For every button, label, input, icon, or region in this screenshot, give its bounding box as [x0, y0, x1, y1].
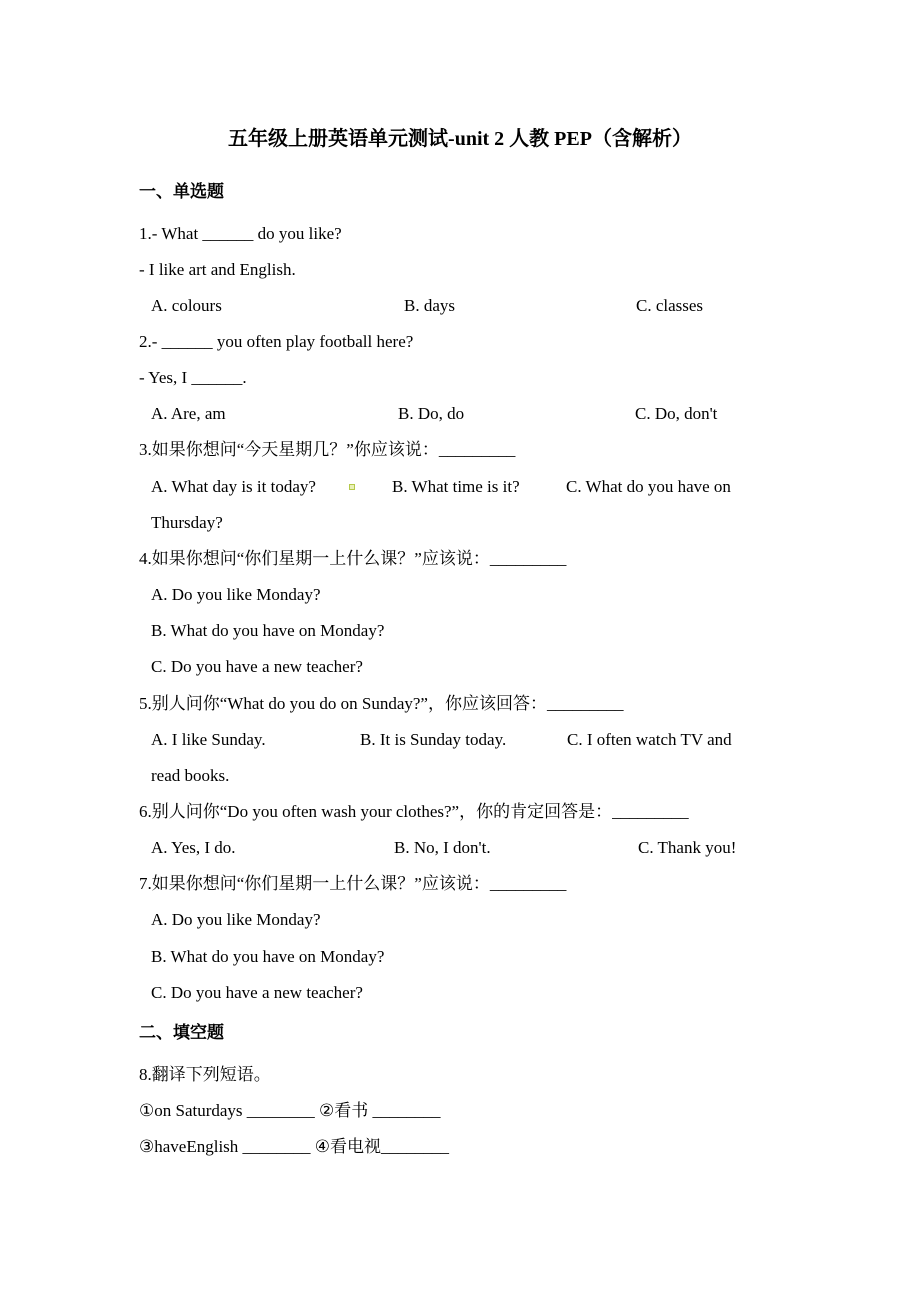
- question-8-row-1: ①on Saturdays ________ ②看书 ________: [139, 1101, 441, 1120]
- question-5-stem: 5.别人问你“What do you do on Sunday?”，你应该回答：_________: [139, 694, 624, 713]
- question-3-option-c: C. What do you have on: [566, 477, 731, 496]
- question-4-option-c: C. Do you have a new teacher?: [151, 657, 363, 676]
- question-7-stem: 7.如果你想问“你们星期一上什么课？”应该说：_________: [139, 874, 567, 893]
- question-1-option-c: C. classes: [636, 296, 704, 315]
- question-6-option-a: A. Yes, I do.: [151, 838, 236, 857]
- document-title: 五年级上册英语单元测试-unit 2 人教 PEP（含解析）: [228, 128, 692, 150]
- question-3-option-c-continued: Thursday?: [151, 513, 223, 532]
- question-4-option-b: B. What do you have on Monday?: [151, 621, 385, 640]
- question-2-option-b: B. Do, do: [398, 404, 465, 423]
- question-3-option-b: B. What time is it?: [392, 477, 520, 496]
- question-5-option-b: B. It is Sunday today.: [360, 730, 507, 749]
- question-5-option-a: A. I like Sunday.: [151, 730, 266, 749]
- question-5-option-c-continued: read books.: [151, 766, 230, 785]
- question-8-row-2: ③haveEnglish ________ ④看电视________: [139, 1137, 450, 1156]
- question-3-stem: 3.如果你想问“今天星期几？”你应该说：_________: [139, 440, 516, 459]
- question-6-stem: 6.别人问你“Do you often wash your clothes?”，你的肯定回答是：_________: [139, 802, 689, 821]
- question-1-option-b: B. days: [404, 296, 455, 315]
- question-1-line2: - I like art and English.: [139, 260, 296, 279]
- question-7-option-a: A. Do you like Monday?: [151, 910, 321, 929]
- question-5-option-c: C. I often watch TV and: [567, 730, 732, 749]
- section-heading-fill-in: 二、填空题: [139, 1023, 224, 1042]
- question-1-option-a: A. colours: [151, 296, 222, 315]
- question-2-line2: - Yes, I ______.: [139, 368, 247, 387]
- question-2-option-a: A. Are, am: [151, 404, 226, 423]
- question-1-stem: 1.- What ______ do you like?: [139, 224, 342, 243]
- question-2-stem: 2.- ______ you often play football here?: [139, 332, 414, 351]
- section-heading-multiple-choice: 一、单选题: [139, 182, 224, 201]
- question-4-option-a: A. Do you like Monday?: [151, 585, 321, 604]
- question-6-option-c: C. Thank you!: [638, 838, 737, 857]
- question-7-option-c: C. Do you have a new teacher?: [151, 983, 363, 1002]
- question-7-option-b: B. What do you have on Monday?: [151, 947, 385, 966]
- question-2-option-c: C. Do, don't: [635, 404, 718, 423]
- stray-mark: [349, 484, 355, 490]
- question-3-option-a: A. What day is it today?: [151, 477, 316, 496]
- question-4-stem: 4.如果你想问“你们星期一上什么课？”应该说：_________: [139, 549, 567, 568]
- question-8-stem: 8.翻译下列短语。: [139, 1065, 271, 1084]
- question-6-option-b: B. No, I don't.: [394, 838, 491, 857]
